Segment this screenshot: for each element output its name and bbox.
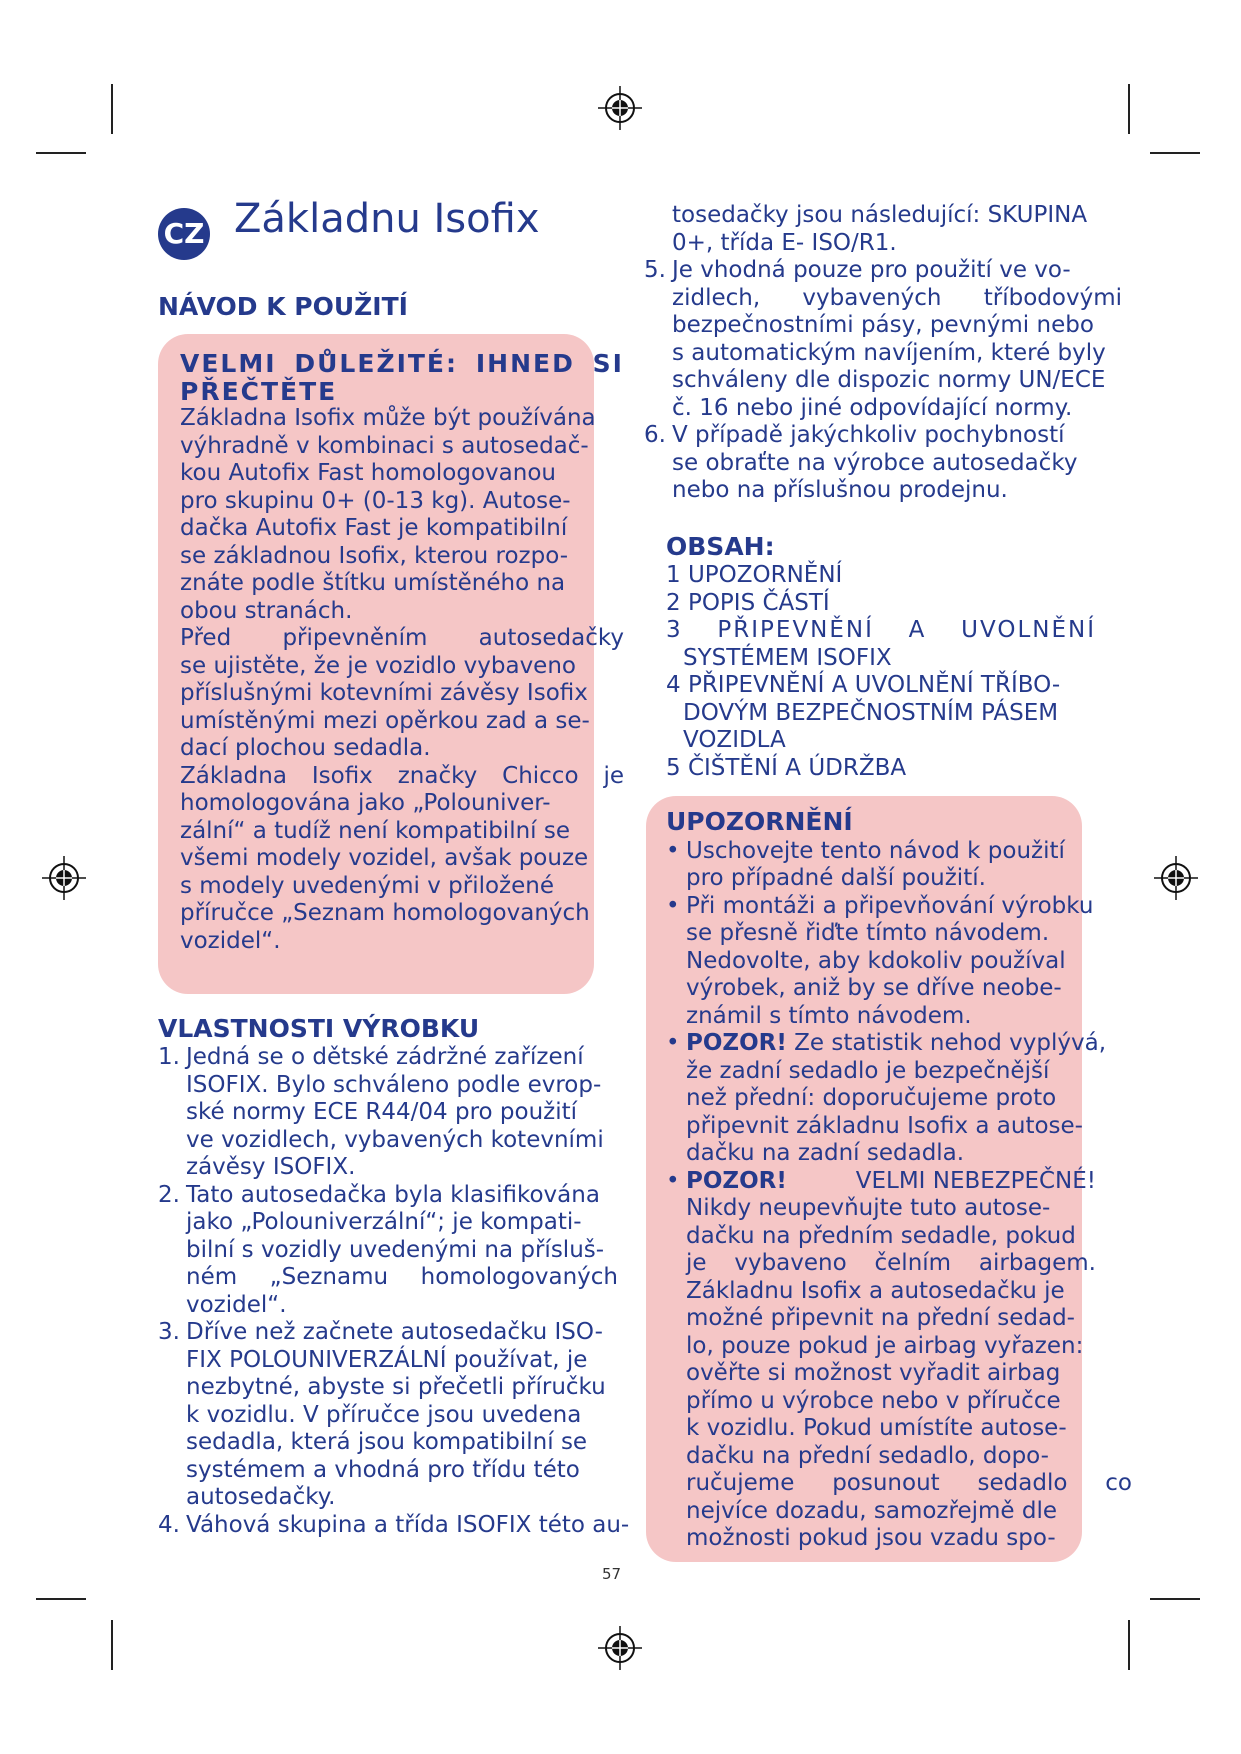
text-line: sedadla, která jsou kompatibilní se: [186, 1429, 588, 1455]
list-item: [666, 838, 1116, 893]
text-line: vozidel“.: [186, 1291, 287, 1318]
text-line: autosedačky.: [186, 1484, 336, 1510]
text-line: zální“ a tudíž není kompatibilní se: [180, 817, 571, 844]
warning-paragraph: [180, 625, 624, 763]
contents-item: 5 ČIŠTĚNÍ A ÚDRŽBA: [666, 754, 907, 781]
list-item: [644, 257, 1122, 422]
text-line: Uschovejte tento návod k použití: [686, 837, 1065, 864]
text-line: Základnu Isofix a autosedačku je: [686, 1277, 1065, 1304]
bullet: •: [666, 837, 680, 864]
text-line: Je vhodná pouze pro použití ve vo-: [672, 257, 1071, 283]
text-line: Jedná se o dětské zádržné zařízení: [186, 1044, 584, 1070]
text-line: bezpečnostními pásy, pevnými nebo: [672, 312, 1094, 338]
text-line: dací plochou sedadla.: [180, 735, 431, 761]
important-warning-content: [180, 350, 624, 955]
language-badge: CZ: [158, 208, 210, 260]
text-line: DOVÝM BEZPEČNOSTNÍM PÁSEM: [683, 699, 1059, 726]
text-line: se přesně řiďte tímto návodem.: [686, 920, 1050, 946]
crop-mark-bottom-right-h: [1150, 1598, 1200, 1600]
item-number: 2.: [158, 1181, 180, 1208]
text-line: výhradně v kombinaci s autosedač-: [180, 432, 589, 459]
text-line: schváleny dle dispozic normy UN/ECE: [672, 367, 1106, 393]
text-line: se základnou Isofix, kterou rozpo-: [180, 542, 569, 569]
text-line: kou Autofix Fast homologovanou: [180, 460, 556, 486]
text-line: Před připevněním autosedačky: [180, 625, 624, 651]
caution-label: POZOR!: [686, 1030, 787, 1056]
contents-item: [666, 617, 1096, 672]
text-line: přímo u výrobce nebo v příručce: [686, 1387, 1061, 1414]
text-line: ské normy ECE R44/04 pro použití: [186, 1099, 578, 1125]
crop-mark-top-left-v: [111, 84, 113, 134]
crop-mark-top-right-h: [1150, 152, 1200, 154]
text-line: jako „Polouniverzální“; je kompati-: [186, 1209, 582, 1235]
text-line: ve vozidlech, vybavených kotevními: [186, 1126, 604, 1153]
text-line: VOZIDLA: [683, 727, 786, 753]
text-line: homologována jako „Polouniver-: [180, 790, 551, 816]
text-line: známil s tímto návodem.: [686, 1002, 972, 1029]
text-line: je vybaveno čelním airbagem.: [686, 1250, 1096, 1276]
text-line: [686, 1168, 1096, 1196]
contents-item: [666, 672, 1096, 755]
text-line: s automatickým navíjením, které byly: [672, 339, 1106, 366]
text-line: tosedačky jsou následující: SKUPINA: [672, 202, 1088, 228]
warning-title-line: PŘEČTĚTE: [180, 376, 338, 406]
text-line: k vozidlu. Pokud umístíte autose-: [686, 1415, 1067, 1441]
text-line: systémem a vhodná pro třídu této: [186, 1456, 580, 1483]
text-span: VELMI NEBEZPEČNÉ!: [855, 1167, 1096, 1194]
features-list: [158, 1044, 630, 1539]
text-line: Při montáži a připevňování výrobku: [686, 892, 1094, 919]
text-line: znáte podle štítku umístěného na: [180, 570, 566, 596]
bullet: •: [666, 1030, 680, 1056]
text-line: závěsy ISOFIX.: [186, 1154, 356, 1180]
features-list-continued: [644, 202, 1122, 505]
contents-item: 1 UPOZORNĚNÍ: [666, 562, 843, 588]
text-line: nejvíce dozadu, samozřejmě dle: [686, 1497, 1057, 1524]
text-line: se obraťte na výrobce autosedačky: [672, 449, 1078, 476]
item-number: 5.: [644, 257, 666, 283]
text-line: příručce „Seznam homologovaných: [180, 900, 590, 926]
text-line: výrobek, aniž by se dříve neobe-: [686, 975, 1062, 1001]
text-line: 0+, třída E- ISO/R1.: [672, 229, 897, 256]
registration-mark-icon: [598, 1626, 642, 1670]
text-line: dačku na přední sedadlo, dopo-: [686, 1442, 1049, 1469]
warnings-heading: UPOZORNĚNÍ: [666, 807, 853, 836]
text-line: [686, 1030, 1116, 1058]
list-item: [644, 422, 1122, 505]
item-number: 6.: [644, 422, 666, 448]
list-item: [666, 1030, 1116, 1168]
text-line: 4 PŘIPEVNĚNÍ A UVOLNĚNÍ TŘÍBO-: [666, 672, 1061, 698]
text-line: k vozidlu. V příručce jsou uvedena: [186, 1401, 582, 1428]
text-line: všemi modely vozidel, avšak pouze: [180, 845, 589, 871]
text-line: bilní s vozidly uvedenými na přísluš-: [186, 1236, 605, 1263]
crop-mark-bottom-right-v: [1128, 1620, 1130, 1670]
registration-mark-icon: [42, 856, 86, 900]
text-line: Nikdy neupevňujte tuto autose-: [686, 1195, 1051, 1221]
crop-mark-top-left-h: [36, 152, 86, 154]
crop-mark-top-right-v: [1128, 84, 1130, 134]
text-line: příslušnými kotevními závěsy Isofix: [180, 680, 588, 706]
text-line: Základna Isofix značky Chicco je: [180, 762, 624, 789]
text-line: SYSTÉMEM ISOFIX: [683, 644, 892, 671]
text-line: pro případné další použití.: [686, 865, 986, 891]
list-item: [158, 1319, 618, 1512]
text-line: nezbytné, abyste si přečetli příručku: [186, 1374, 606, 1400]
bullet: •: [666, 892, 680, 919]
text-line: Nedovolte, aby kdokoliv používal: [686, 947, 1066, 974]
text-line: lo, pouze pokud je airbag vyřazen:: [686, 1332, 1084, 1359]
text-line: umístěnými mezi opěrkou zad a se-: [180, 707, 590, 734]
caution-label: POZOR!: [686, 1167, 787, 1194]
text-span: Ze statistik nehod vyplývá,: [786, 1030, 1107, 1056]
text-line: č. 16 nebo jiné odpovídající normy.: [672, 394, 1073, 421]
text-line: s modely uvedenými v přiložené: [180, 872, 554, 899]
item-number: 3.: [158, 1319, 180, 1345]
text-line: Váhová skupina a třída ISOFIX této au-: [186, 1511, 630, 1538]
list-item: [158, 1511, 630, 1540]
text-line: 3 PŘIPEVNĚNÍ A UVOLNĚNÍ: [666, 617, 1096, 643]
text-line: se ujistěte, že je vozidlo vybaveno: [180, 652, 576, 679]
text-line: než přední: doporučujeme proto: [686, 1085, 1057, 1111]
text-line: obou stranách.: [180, 597, 353, 624]
text-line: ověřte si možnost vyřadit airbag: [686, 1360, 1061, 1386]
list-item: [666, 1167, 1132, 1553]
text-line: dačku na předním sedadle, pokud: [686, 1222, 1076, 1249]
text-line: nebo na příslušnou prodejnu.: [672, 477, 1008, 503]
text-line: ručujeme posunout sedadlo co: [686, 1470, 1132, 1496]
text-line: Dříve než začnete autosedačku ISO-: [186, 1319, 603, 1345]
features-heading: VLASTNOSTI VÝROBKU: [158, 1014, 480, 1043]
contents-heading: OBSAH:: [666, 532, 775, 561]
text-line: dačka Autofix Fast je kompatibilní: [180, 515, 568, 541]
list-item: [158, 1044, 618, 1182]
warning-paragraph: [180, 405, 624, 625]
text-line: V případě jakýchkoliv pochybností: [672, 422, 1065, 448]
text-line: Základna Isofix může být používána: [180, 405, 596, 431]
text-line: ném „Seznamu homologovaných: [186, 1264, 618, 1290]
instructions-heading: NÁVOD K POUŽITÍ: [158, 292, 408, 321]
text-line: ISOFIX. Bylo schváleno podle evrop-: [186, 1071, 602, 1098]
page-title: Základnu Isofix: [234, 196, 540, 242]
text-line: možnosti pokud jsou vzadu spo-: [686, 1525, 1056, 1551]
text-line: Tato autosedačka byla klasifikována: [186, 1181, 600, 1208]
text-line: FIX POLOUNIVERZÁLNÍ používat, je: [186, 1346, 588, 1373]
text-line: pro skupinu 0+ (0-13 kg). Autose-: [180, 487, 571, 514]
page-number: 57: [602, 1565, 622, 1583]
item-number: 4.: [158, 1511, 180, 1538]
text-line: možné připevnit na přední sedad-: [686, 1305, 1075, 1331]
warnings-content: [666, 807, 1132, 1553]
text-line: připevnit základnu Isofix a autose-: [686, 1112, 1083, 1139]
warning-paragraph: [180, 763, 624, 956]
text-line: dačku na zadní sedadla.: [686, 1140, 965, 1166]
list-item: [158, 1182, 618, 1320]
registration-mark-icon: [598, 86, 642, 130]
list-item: [666, 893, 1116, 1031]
text-line: že zadní sedadlo je bezpečnější: [686, 1057, 1050, 1084]
registration-mark-icon: [1154, 856, 1198, 900]
crop-mark-bottom-left-h: [36, 1598, 86, 1600]
text-line: zidlech, vybavených tříbodovými: [672, 284, 1122, 311]
contents-list: [666, 562, 1096, 782]
bullet: •: [666, 1167, 680, 1194]
contents-item: 2 POPIS ČÁSTÍ: [666, 589, 830, 616]
crop-mark-bottom-left-v: [111, 1620, 113, 1670]
text-line: vozidel“.: [180, 927, 281, 954]
warning-title-line: VELMI DŮLEŽITÉ: IHNED SI: [180, 349, 624, 378]
item-number: 1.: [158, 1044, 180, 1070]
